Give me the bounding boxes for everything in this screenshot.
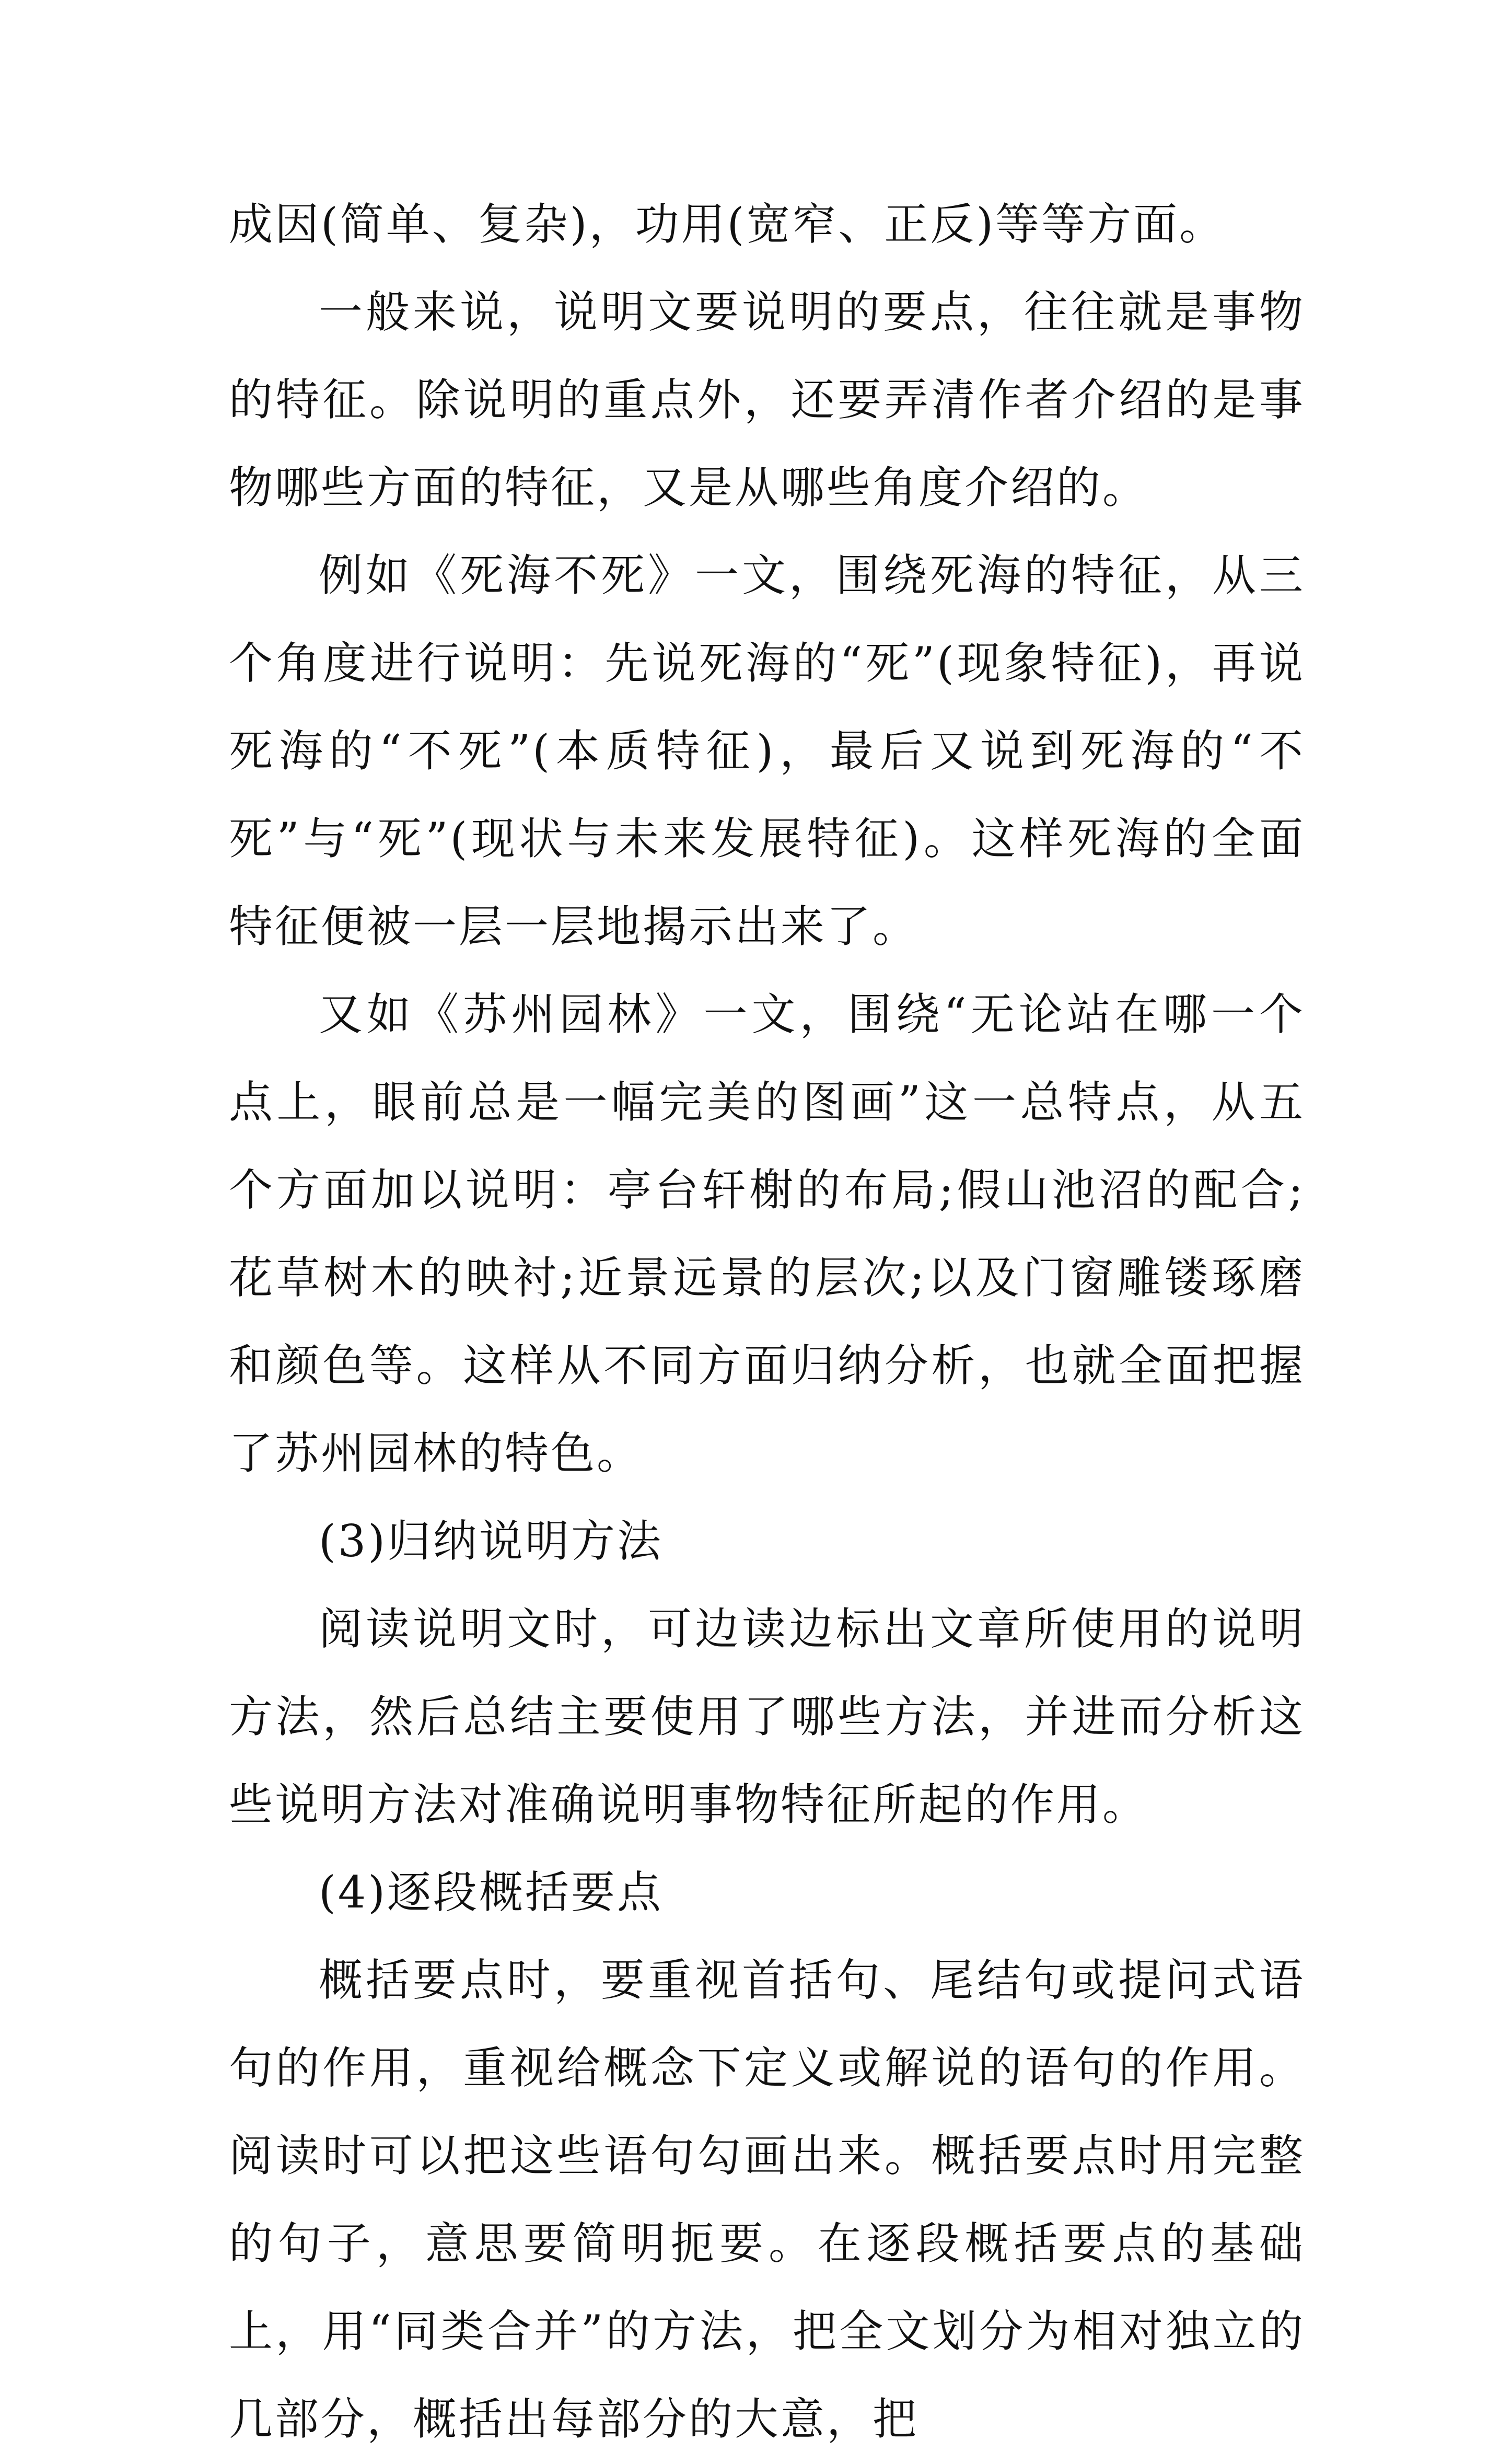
- paragraph-methods: 阅读说明文时，可边读边标出文章所使用的说明方法，然后总结主要使用了哪些方法，并进而分析这些说明方法对准确说明事物特征所起的作用。: [229, 1603, 1305, 1830]
- paragraph-suzhou-gardens-example: 又如《苏州园林》一文，围绕“无论站在哪一个点上，眼前总是一幅完美的图画”这一总特点，从五个方面加以说明：亭台轩榭的布局;假山池沼的配合;花草树木的映衬;近景远景的层次;以及门窗雕镂琢磨和颜色等。这样从不同方面归纳分析，也就全面把握了苏州园林的特色。: [229, 989, 1305, 1479]
- paragraph-features-intro: 一般来说，说明文要说明的要点，往往就是事物的特征。除说明的重点外，还要弄清作者介绍的是事物哪些方面的特征，又是从哪些角度介绍的。: [229, 286, 1305, 513]
- section-heading-methods: (3)归纳说明方法: [319, 1516, 663, 1567]
- body-text: [229, 180, 1305, 2463]
- section-heading-summarize: (4)逐段概括要点: [319, 1867, 663, 1918]
- paragraph-dead-sea-example: 例如《死海不死》一文，围绕死海的特征，从三个角度进行说明：先说死海的“死”(现象特征)，再说死海的“不死”(本质特征)，最后又说到死海的“不死”与“死”(现状与未来发展特征)。这样死海的全面特征便被一层一层地揭示出来了。: [229, 550, 1305, 952]
- paragraph-summarize: 概括要点时，要重视首括句、尾结句或提问式语句的作用，重视给概念下定义或解说的语句的作用。阅读时可以把这些语句勾画出来。概括要点时用完整的句子，意思要简明扼要。在逐段概括要点的基础上，用“同类合并”的方法，把全文划分为相对独立的几部分，概括出每部分的大意，把: [229, 1955, 1305, 2445]
- paragraph-continuation: 成因(简单、复杂)，功用(宽窄、正反)等等方面。: [229, 199, 1226, 250]
